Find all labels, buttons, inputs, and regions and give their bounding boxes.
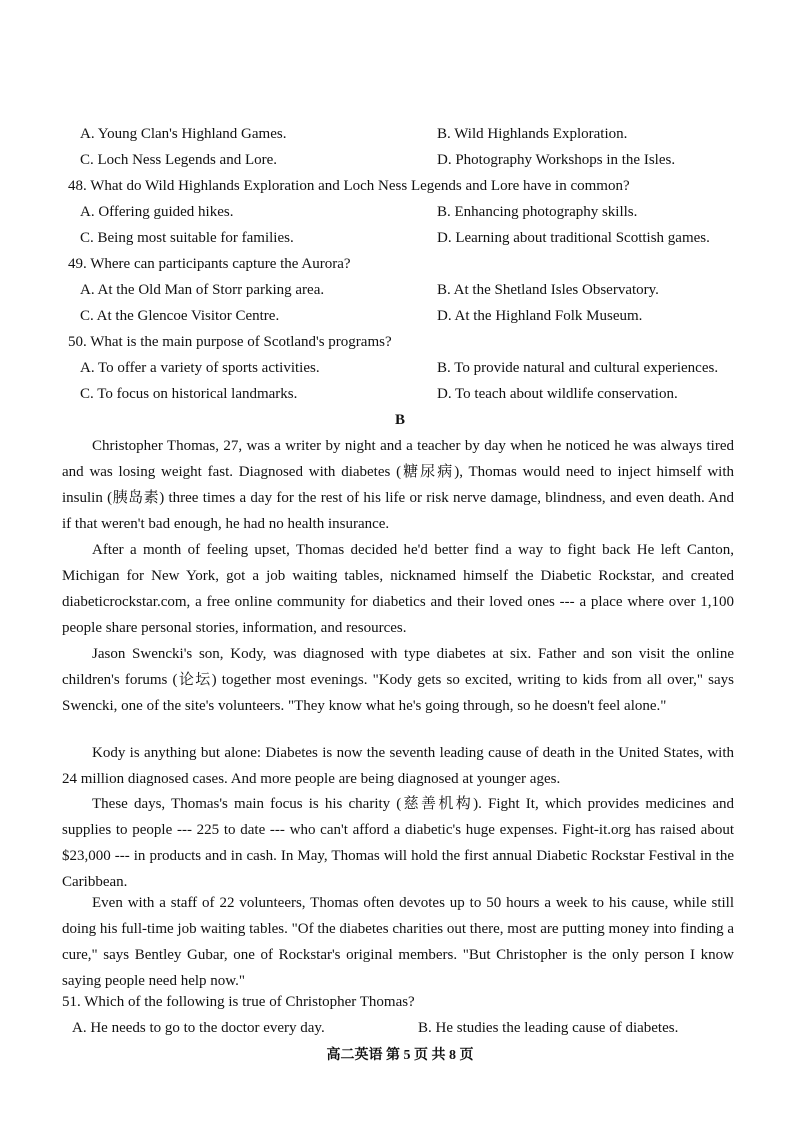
q47-option-d: D. Photography Workshops in the Isles. [437,152,676,168]
passage-paragraph-2: After a month of feeling upset, Thomas decided he'd better find a way to fight back He left Canton, Michigan for New York, got a job waiting tables, nicknamed himself the Diabetic Rockstar, and created diabeticrockstar.com, a free online community for diabetics and their loved ones --- a place where over 1,100 people share personal stories, information, and resources. [62,542,734,636]
q50-option-d: D. To teach about wildlife conservation. [437,386,678,402]
q48-stem: 48. What do Wild Highlands Exploration and Loch Ness Legends and Lore have in common? [68,178,630,194]
q50-option-a: A. To offer a variety of sports activities. [80,360,320,376]
q48-option-c: C. Being most suitable for families. [80,230,294,246]
page-footer: 高二英语 第 5 页 共 8 页 [326,1048,474,1063]
q49-option-a: A. At the Old Man of Storr parking area. [80,282,325,298]
q51-stem: 51. Which of the following is true of Christopher Thomas? [62,994,415,1010]
q48-option-d: D. Learning about traditional Scottish games. [437,230,710,246]
q47-option-b: B. Wild Highlands Exploration. [437,126,628,142]
q49-option-d: D. At the Highland Folk Museum. [437,308,643,324]
q49-stem: 49. Where can participants capture the Aurora? [68,256,351,272]
q50-option-c: C. To focus on historical landmarks. [80,386,298,402]
q48-option-a: A. Offering guided hikes. [80,204,234,220]
q47-option-a: A. Young Clan's Highland Games. [80,126,287,142]
q49-option-b: B. At the Shetland Isles Observatory. [437,282,659,298]
q49-option-c: C. At the Glencoe Visitor Centre. [80,308,280,324]
passage-paragraph-5: These days, Thomas's main focus is his charity (慈善机构). Fight It, which provides medicines and supplies to people --- 225 to date --- who can't afford a diabetic's huge expenses. Fight-it.org has raised about $23,000 --- in products and in cash. In May, Thomas will hold the first annual Diabetic Rockstar Festival in the Caribbean. [62,796,734,890]
passage-paragraph-6: Even with a staff of 22 volunteers, Thomas often devotes up to 50 hours a week to his cause, while still doing his full-time job waiting tables. "Of the diabetes charities out there, most are putting money into finding a cure," says Bentley Gubar, one of Rockstar's original members. "But Christopher is the only person I know saying people need help now." [62,895,734,989]
passage-paragraph-1: Christopher Thomas, 27, was a writer by night and a teacher by day when he noticed he was always tired and was losing weight fast. Diagnosed with diabetes (糖尿病), Thomas would need to inject himself with insulin (胰岛素) three times a day for the rest of his life or risk nerve damage, blindness, and even death. And if that weren't bad enough, he had no health insurance. [62,438,734,532]
q50-stem: 50. What is the main purpose of Scotland's programs? [68,334,392,350]
q50-option-b: B. To provide natural and cultural experiences. [437,360,719,376]
q51-option-b: B. He studies the leading cause of diabetes. [418,1020,679,1036]
q47-option-c: C. Loch Ness Legends and Lore. [80,152,278,168]
section-heading: B [394,412,405,428]
passage-paragraph-3: Jason Swencki's son, Kody, was diagnosed with type diabetes at six. Father and son visit the online children's forums (论坛) together most evenings. "Kody gets so excited, writing to kids from all over," says Swencki, one of the site's volunteers. "They know what he's going through, so he doesn't feel alone." [62,646,734,714]
passage-paragraph-4: Kody is anything but alone: Diabetes is now the seventh leading cause of death in the United States, with 24 million diagnosed cases. And more people are being diagnosed at younger ages. [62,745,734,787]
q51-option-a: A. He needs to go to the doctor every day. [72,1020,325,1036]
q48-option-b: B. Enhancing photography skills. [437,204,638,220]
